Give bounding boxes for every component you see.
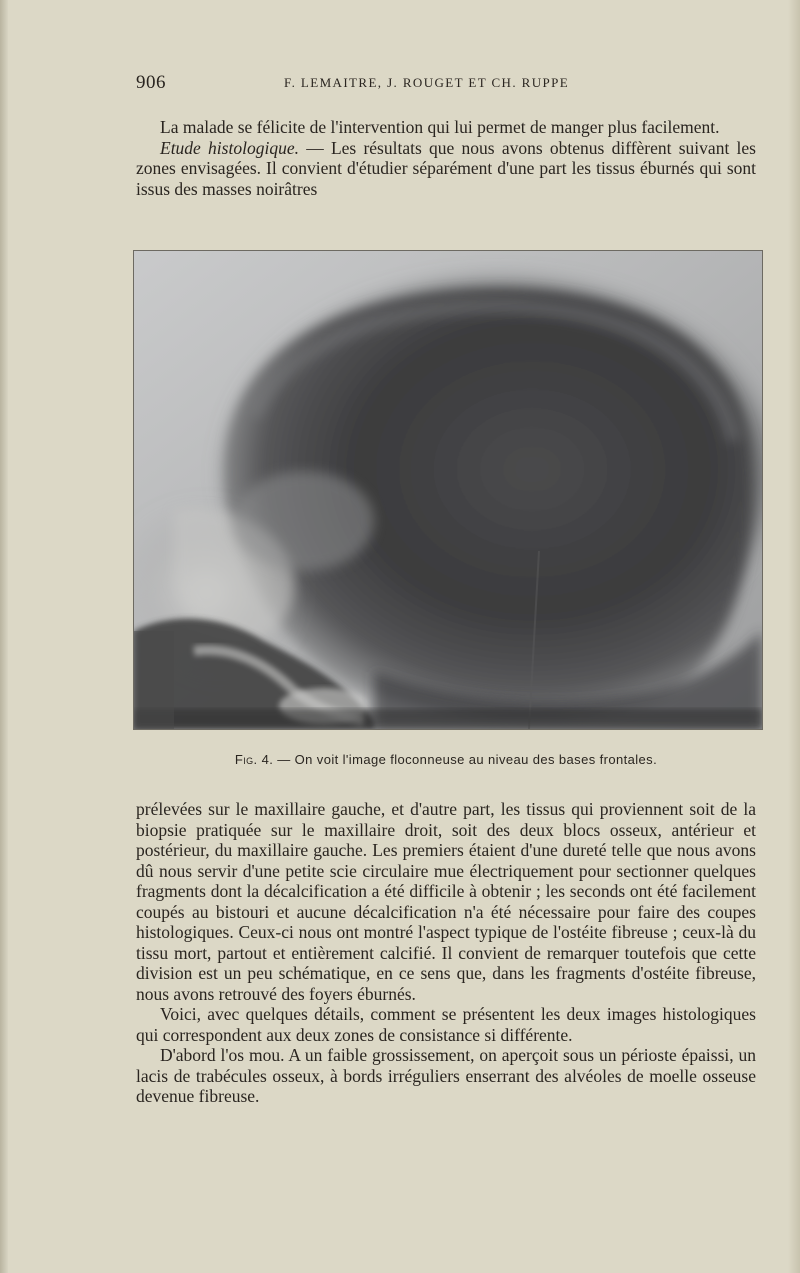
body-text-top bbox=[136, 117, 756, 199]
figure-caption-text: — On voit l'image floconneuse au niveau des bases frontales. bbox=[273, 752, 658, 767]
body-text-bottom bbox=[136, 799, 756, 1107]
paragraph: D'abord l'os mou. A un faible grossissement, on aperçoit sous un périoste épaissi, un lacis de trabécules osseux, à bords irréguliers enserrant des alvéoles de moelle osseuse devenue fibreuse. bbox=[136, 1045, 756, 1106]
paragraph-text: — Les résultats que nous avons obtenus diffèrent suivant les zones envisagées. Il convient d'étudier séparément d'une part les tissus éburnés qui sont issus des masses noirâtres bbox=[136, 137, 756, 199]
paragraph bbox=[136, 138, 756, 200]
page-edge bbox=[0, 0, 8, 1273]
running-head-authors: F. LEMAITRE, J. ROUGET ET CH. RUPPE bbox=[284, 75, 570, 90]
section-heading: Etude histologique. bbox=[160, 137, 299, 158]
figure-caption bbox=[136, 752, 756, 767]
radiograph-image bbox=[134, 251, 762, 729]
paragraph: prélevées sur le maxillaire gauche, et d'autre part, les tissus qui proviennent soit de la biopsie pratiquée sur le maxillaire droit, soit des deux blocs osseux, antérieur et postérieur, du maxillaire gauche. Les premiers étaient d'une dureté telle que nous avons dû nous servir d'une petite scie circulaire mue électriquement pour sectionner quelques fragments dont la décalcification a été difficile à obtenir ; les seconds ont été facilement coupés au bistouri et aucune décalcification n'a été nécessaire pour faire des coupes histologiques. Ceux-ci nous ont montré l'aspect typique de l'ostéite fibreuse ; ceux-là du tissu mort, partout et entièrement calcifié. Il convient de remarquer toutefois que cette division est un peu schématique, en ce sens que, dans les fragments d'ostéite fibreuse, nous avons retrouvé des foyers éburnés. bbox=[136, 799, 756, 1004]
figure-label: Fig. 4. bbox=[234, 752, 274, 767]
page-edge bbox=[788, 0, 800, 1273]
paragraph: Voici, avec quelques détails, comment se présentent les deux images histologiques qui correspondent aux deux zones de consistance si différente. bbox=[136, 1004, 756, 1045]
page-number: 906 bbox=[136, 72, 166, 93]
running-head bbox=[136, 72, 760, 94]
skull-radiograph-figure bbox=[133, 250, 763, 730]
paragraph: La malade se félicite de l'intervention qui lui permet de manger plus facilement. bbox=[160, 117, 720, 137]
